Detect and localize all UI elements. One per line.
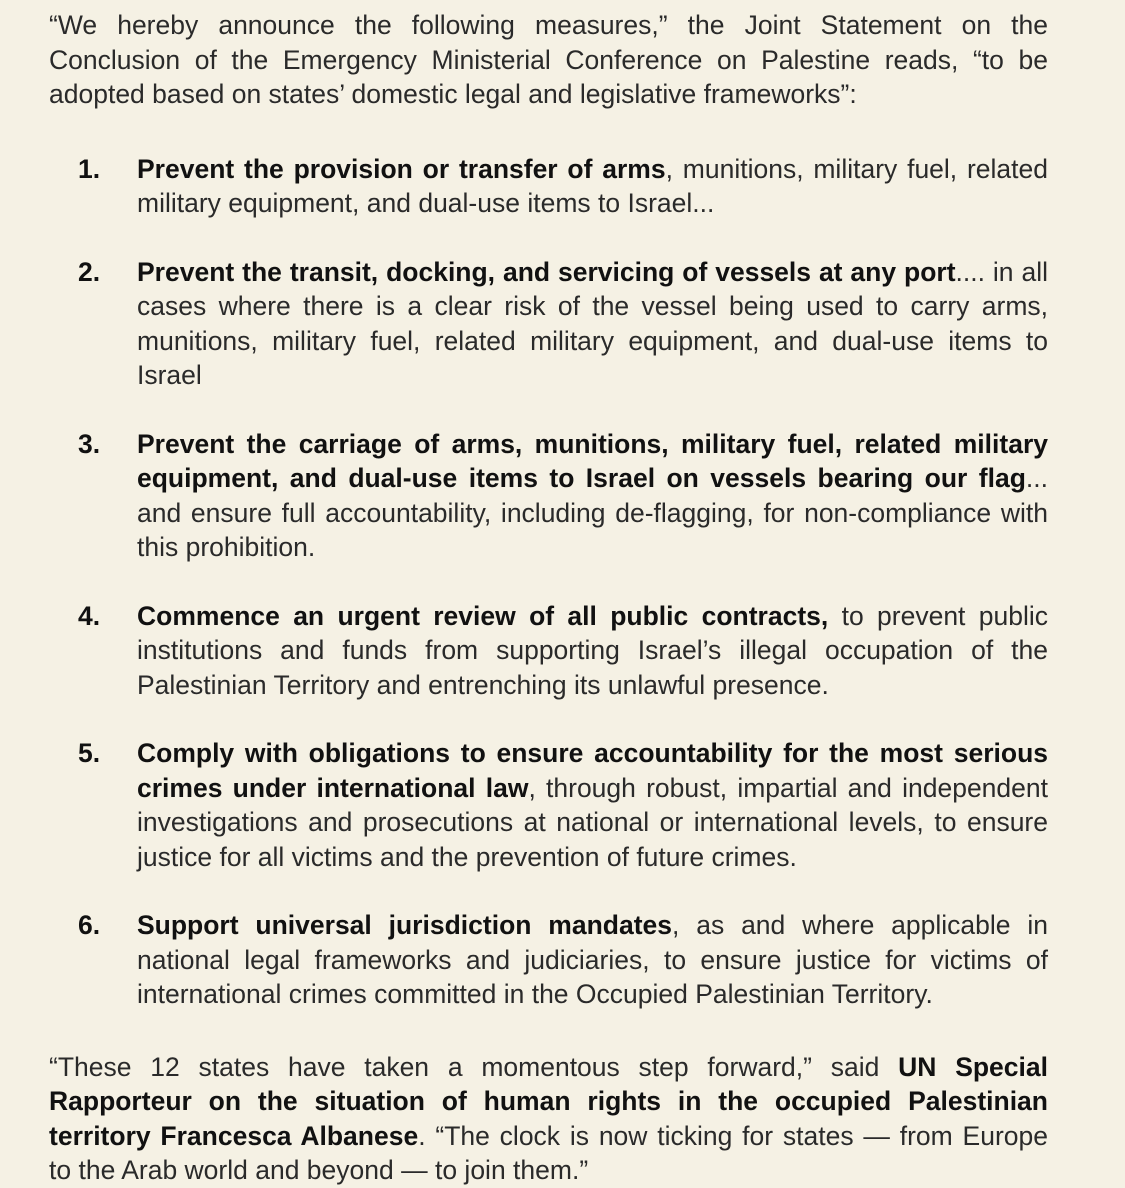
measure-text	[137, 908, 1048, 1012]
measure-number: 1.	[78, 153, 101, 184]
measure-number: 4.	[78, 600, 101, 631]
measure-rest-text: , munitions, military fuel, related military equipment, and dual-use items to Israel...	[137, 153, 1048, 218]
measure-rest-text: , as and where applicable in national legal frameworks and judiciaries, to ensure justice for victims of international crimes committed in the Occupied Palestinian Territory.	[137, 910, 1048, 1009]
measure-bold-text: Commence an urgent review of all public contracts,	[137, 600, 829, 631]
measure-rest-text: ... and ensure full accountability, including de-flagging, for non-compliance with this prohibition.	[137, 463, 1048, 562]
measure-bold-text: Comply with obligations to ensure accountability for the most serious crimes under international law	[137, 738, 1048, 803]
measure-number: 3.	[78, 428, 101, 459]
measure-item	[49, 599, 1048, 703]
measure-number: 5.	[78, 738, 101, 768]
measure-item	[49, 736, 1048, 874]
measure-number: 2.	[78, 256, 101, 287]
measure-bold-text: Prevent the carriage of arms, munitions, military fuel, related military equipment, and dual-use items to Israel on vessels bearing our flag	[137, 428, 1048, 493]
measure-rest-text: to prevent public institutions and funds from supporting Israel’s illegal occupation of the Palestinian Territory and entrenching its unlawful presence.	[137, 600, 1048, 700]
measure-text	[137, 427, 1048, 565]
closing-quote-end: . “The clock is now ticking for states — from Europe to the Arab world and beyond — to join them.”	[49, 1120, 1048, 1185]
measure-text	[137, 152, 1048, 221]
closing-quote-start: “These 12 states have taken a momentous step forward,” said	[49, 1051, 899, 1082]
measure-bold-text: Prevent the provision or transfer of arms	[137, 153, 666, 184]
measure-rest-text: .... in all cases where there is a clear risk of the vessel being used to carry arms, munitions, military fuel, related military equipment, and dual-use items to Israel	[137, 256, 1048, 390]
measure-bold-text: Prevent the transit, docking, and servicing of vessels at any port	[137, 256, 956, 287]
measure-rest-text: , through robust, impartial and independent investigations and prosecutions at national or international levels, to ensure justice for all victims and the prevention of future crimes.	[137, 772, 1048, 872]
measure-item	[49, 908, 1048, 1012]
closing-paragraph	[49, 1050, 1048, 1188]
measure-item	[49, 427, 1048, 565]
closing-speaker: UN Special Rapporteur on the situation of human rights in the occupied Palestinian territory Francesca Albanese	[49, 1051, 1048, 1151]
measure-text	[137, 255, 1048, 393]
measure-number: 6.	[78, 910, 101, 940]
measure-text	[137, 599, 1048, 703]
measures-list	[49, 152, 1048, 1012]
measure-text	[137, 736, 1048, 874]
measure-item	[49, 255, 1048, 393]
measure-item	[49, 152, 1048, 221]
intro-paragraph: “We hereby announce the following measures,” the Joint Statement on the Conclusion of the Emergency Ministerial Conference on Palestine reads, “to be adopted based on states’ domestic legal and legislative frameworks”:	[49, 10, 1048, 109]
measure-bold-text: Support universal jurisdiction mandates	[137, 910, 673, 940]
